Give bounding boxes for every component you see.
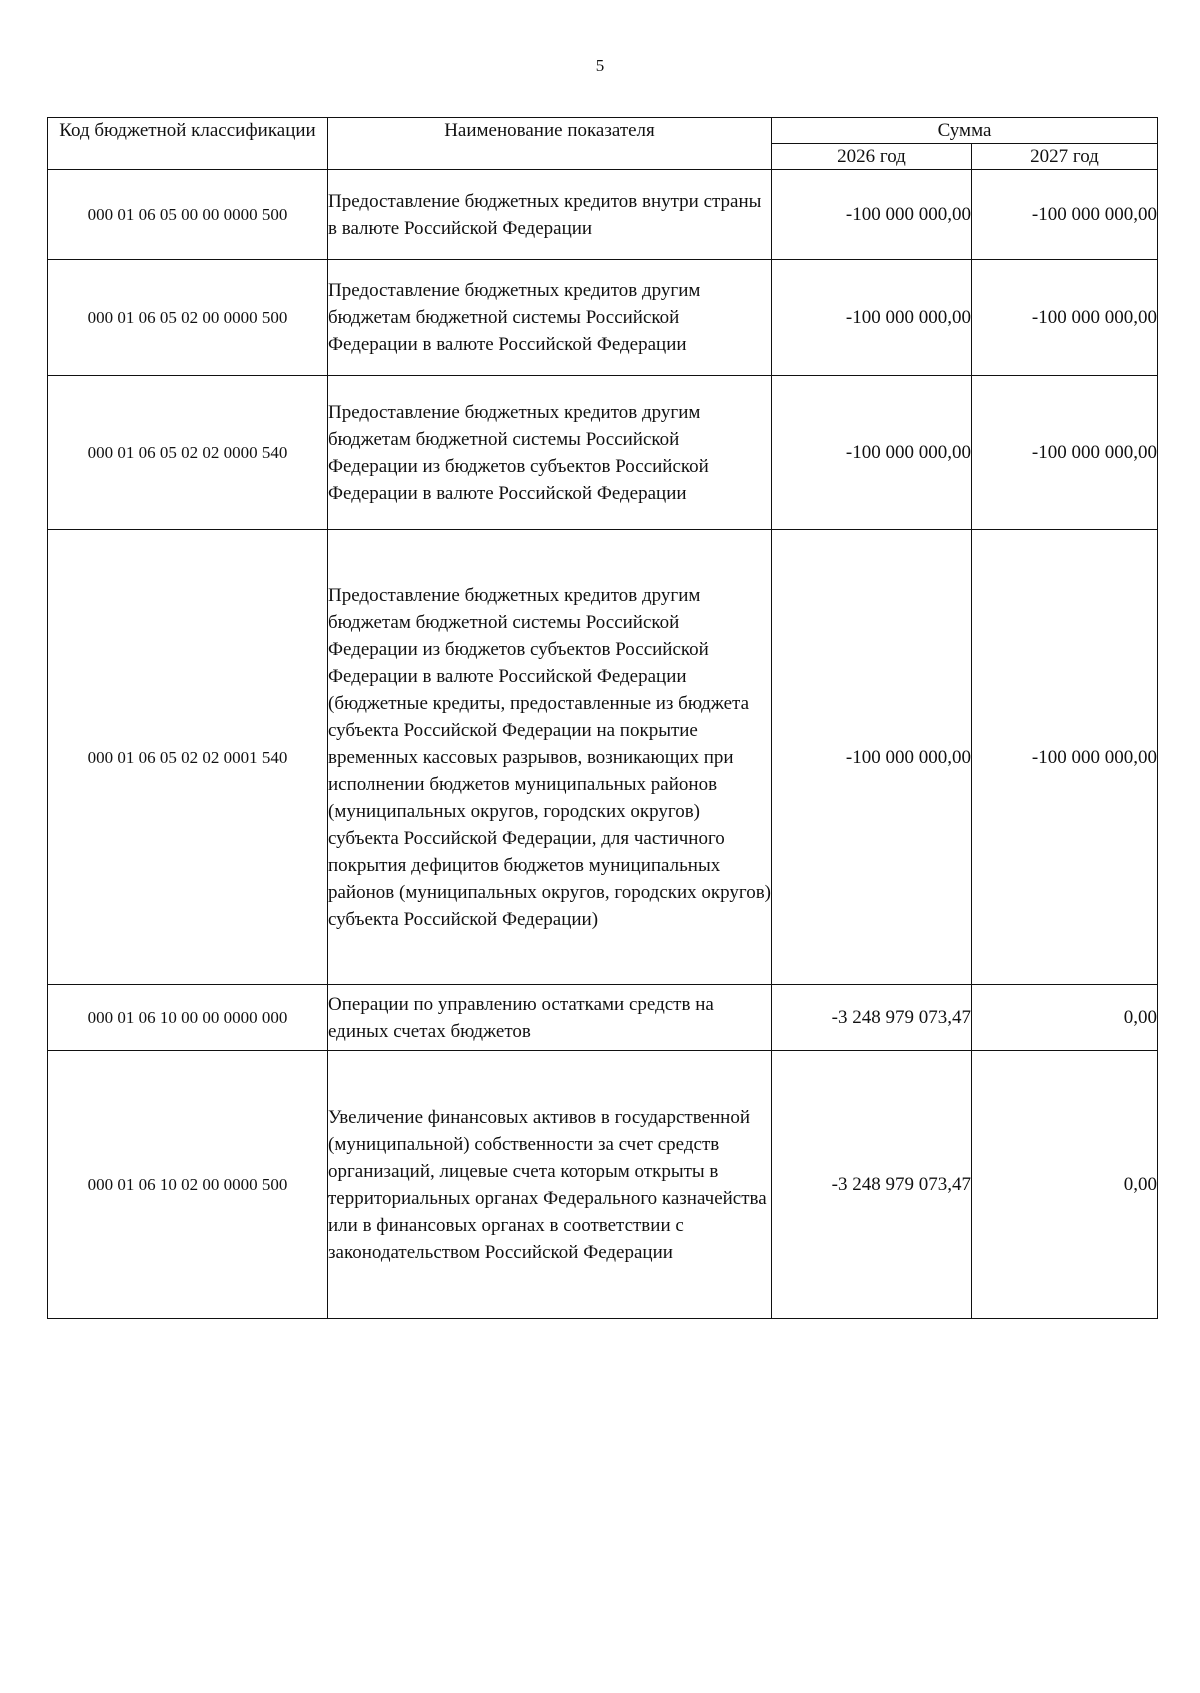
- row-sum-2026: -3 248 979 073,47: [772, 985, 972, 1051]
- table-row: [48, 530, 1158, 985]
- row-code: 000 01 06 05 02 02 0000 540: [48, 376, 328, 530]
- row-sum-2027: -100 000 000,00: [972, 530, 1158, 985]
- row-code: 000 01 06 05 00 00 0000 500: [48, 170, 328, 260]
- row-code: 000 01 06 10 02 00 0000 500: [48, 1051, 328, 1319]
- row-sum-2027: -100 000 000,00: [972, 260, 1158, 376]
- header-code: Код бюджетной классификации: [48, 118, 328, 170]
- row-sum-2027: -100 000 000,00: [972, 376, 1158, 530]
- row-sum-2026: -100 000 000,00: [772, 530, 972, 985]
- row-sum-2026: -100 000 000,00: [772, 170, 972, 260]
- header-year-2026: 2026 год: [772, 144, 972, 170]
- table-row: [48, 1051, 1158, 1319]
- table-row: [48, 170, 1158, 260]
- table-row: [48, 260, 1158, 376]
- row-name: Предоставление бюджетных кредитов внутри страны в валюте Российской Федерации: [328, 170, 772, 260]
- header-row-1: [48, 118, 1158, 144]
- row-code: 000 01 06 05 02 02 0001 540: [48, 530, 328, 985]
- row-sum-2027: -100 000 000,00: [972, 170, 1158, 260]
- header-year-2027: 2027 год: [972, 144, 1158, 170]
- table-row: [48, 376, 1158, 530]
- header-sum: Сумма: [772, 118, 1158, 144]
- row-name: Увеличение финансовых активов в государственной (муниципальной) собственности за счет средств организаций, лицевые счета которым открыты в территориальных органах Федерального казначейства или в финансовых органах в соответствии с законодательством Российской Федерации: [328, 1051, 772, 1319]
- row-code: 000 01 06 05 02 00 0000 500: [48, 260, 328, 376]
- page-number: 5: [595, 56, 605, 75]
- budget-table: [47, 117, 1158, 1319]
- row-sum-2027: 0,00: [972, 1051, 1158, 1319]
- table-row: [48, 985, 1158, 1051]
- row-name: Предоставление бюджетных кредитов другим бюджетам бюджетной системы Российской Федерации из бюджетов субъектов Российской Федерации в валюте Российской Федерации: [328, 376, 772, 530]
- row-name: Предоставление бюджетных кредитов другим бюджетам бюджетной системы Российской Федерации в валюте Российской Федерации: [328, 260, 772, 376]
- header-name: Наименование показателя: [328, 118, 772, 170]
- row-sum-2027: 0,00: [972, 985, 1158, 1051]
- row-name: Предоставление бюджетных кредитов другим бюджетам бюджетной системы Российской Федерации из бюджетов субъектов Российской Федерации в валюте Российской Федерации (бюджетные кредиты, предоставленные из бюджета субъекта Российской Федерации на покрытие временных кассовых разрывов, возникающих при исполнении бюджетов муниципальных районов (муниципальных округов, городских округов) субъекта Российской Федерации, для частичного покрытия дефицитов бюджетов муниципальных районов (муниципальных округов, городских округов) субъекта Российской Федерации): [328, 530, 772, 985]
- row-name: Операции по управлению остатками средств на единых счетах бюджетов: [328, 985, 772, 1051]
- row-sum-2026: -100 000 000,00: [772, 260, 972, 376]
- row-code: 000 01 06 10 00 00 0000 000: [48, 985, 328, 1051]
- row-sum-2026: -3 248 979 073,47: [772, 1051, 972, 1319]
- row-sum-2026: -100 000 000,00: [772, 376, 972, 530]
